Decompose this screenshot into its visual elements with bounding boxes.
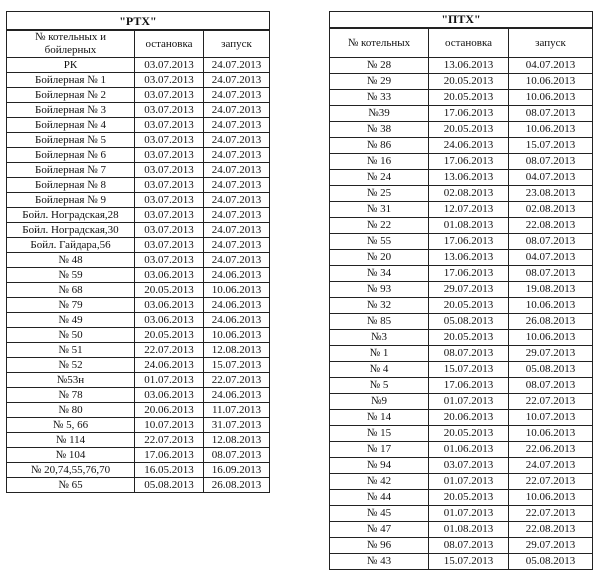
cell-start-date: 19.08.2013: [509, 282, 593, 298]
cell-stop-date: 22.07.2013: [135, 343, 204, 358]
cell-start-date: 10.07.2013: [509, 410, 593, 426]
cell-stop-date: 13.06.2013: [429, 250, 509, 266]
table-row: [330, 58, 593, 74]
table-row: [7, 88, 270, 103]
cell-start-date: 10.06.2013: [509, 122, 593, 138]
cell-stop-date: 20.05.2013: [135, 328, 204, 343]
cell-boiler-number: №39: [330, 106, 429, 122]
cell-stop-date: 01.08.2013: [429, 522, 509, 538]
cell-boiler-number: № 24: [330, 170, 429, 186]
cell-stop-date: 03.06.2013: [135, 388, 204, 403]
cell-start-date: 23.08.2013: [509, 186, 593, 202]
table-row: [7, 73, 270, 88]
cell-stop-date: 03.07.2013: [135, 118, 204, 133]
cell-stop-date: 03.07.2013: [135, 238, 204, 253]
cell-boiler-number: № 51: [7, 343, 135, 358]
table-row: [330, 282, 593, 298]
cell-stop-date: 08.07.2013: [429, 538, 509, 554]
table-row: [7, 313, 270, 328]
cell-boiler-number: № 16: [330, 154, 429, 170]
table-row: [330, 362, 593, 378]
cell-start-date: 04.07.2013: [509, 170, 593, 186]
cell-boiler-number: № 38: [330, 122, 429, 138]
cell-stop-date: 01.08.2013: [429, 218, 509, 234]
cell-boiler-number: № 32: [330, 298, 429, 314]
table-row: [7, 223, 270, 238]
table-row: [330, 170, 593, 186]
cell-start-date: 24.07.2013: [204, 103, 270, 118]
table-row: [330, 314, 593, 330]
cell-start-date: 15.07.2013: [509, 138, 593, 154]
cell-start-date: 08.07.2013: [509, 378, 593, 394]
table-row: [330, 186, 593, 202]
cell-stop-date: 20.05.2013: [135, 283, 204, 298]
cell-boiler-number: № 96: [330, 538, 429, 554]
cell-stop-date: 03.07.2013: [135, 223, 204, 238]
cell-boiler-number: № 68: [7, 283, 135, 298]
cell-boiler-number: Бойлерная № 7: [7, 163, 135, 178]
cell-start-date: 12.08.2013: [204, 433, 270, 448]
table-row: [330, 522, 593, 538]
cell-boiler-number: № 22: [330, 218, 429, 234]
cell-start-date: 08.07.2013: [509, 106, 593, 122]
cell-boiler-number: № 29: [330, 74, 429, 90]
cell-stop-date: 03.07.2013: [135, 253, 204, 268]
cell-stop-date: 24.06.2013: [429, 138, 509, 154]
cell-start-date: 16.09.2013: [204, 463, 270, 478]
cell-start-date: 04.07.2013: [509, 58, 593, 74]
table-ptx: [329, 11, 593, 570]
cell-start-date: 24.07.2013: [204, 253, 270, 268]
cell-start-date: 10.06.2013: [509, 330, 593, 346]
table-row: [330, 218, 593, 234]
cell-boiler-number: №9: [330, 394, 429, 410]
cell-boiler-number: № 45: [330, 506, 429, 522]
cell-boiler-number: № 104: [7, 448, 135, 463]
cell-boiler-number: № 48: [7, 253, 135, 268]
cell-start-date: 22.07.2013: [509, 474, 593, 490]
table-row: [7, 283, 270, 298]
cell-start-date: 08.07.2013: [509, 234, 593, 250]
table-title-row: [330, 12, 593, 29]
cell-boiler-number: № 65: [7, 478, 135, 493]
cell-start-date: 24.07.2013: [204, 163, 270, 178]
table-row: [7, 418, 270, 433]
cell-stop-date: 20.06.2013: [429, 410, 509, 426]
table-row: [7, 358, 270, 373]
cell-stop-date: 13.06.2013: [429, 170, 509, 186]
table-row: [330, 202, 593, 218]
table-row: [330, 506, 593, 522]
cell-stop-date: 08.07.2013: [429, 346, 509, 362]
cell-boiler-number: № 114: [7, 433, 135, 448]
table-row: [330, 490, 593, 506]
table-row: [7, 388, 270, 403]
cell-boiler-number: № 49: [7, 313, 135, 328]
header-stop: остановка: [135, 30, 204, 58]
cell-stop-date: 03.07.2013: [135, 58, 204, 73]
table-row: [7, 178, 270, 193]
cell-boiler-number: Бойлерная № 3: [7, 103, 135, 118]
cell-start-date: 29.07.2013: [509, 346, 593, 362]
cell-boiler-number: № 25: [330, 186, 429, 202]
cell-stop-date: 24.06.2013: [135, 358, 204, 373]
cell-stop-date: 20.05.2013: [429, 490, 509, 506]
cell-boiler-number: № 20: [330, 250, 429, 266]
table-row: [7, 208, 270, 223]
table-row: [7, 328, 270, 343]
cell-boiler-number: Бойл. Ноградская,30: [7, 223, 135, 238]
table-row: [330, 538, 593, 554]
table-row: [330, 442, 593, 458]
cell-boiler-number: № 14: [330, 410, 429, 426]
cell-boiler-number: № 17: [330, 442, 429, 458]
table-row: [7, 343, 270, 358]
cell-boiler-number: Бойлерная № 2: [7, 88, 135, 103]
header-row: [330, 28, 593, 58]
cell-boiler-number: № 33: [330, 90, 429, 106]
cell-start-date: 08.07.2013: [509, 154, 593, 170]
cell-stop-date: 03.07.2013: [135, 73, 204, 88]
cell-start-date: 22.07.2013: [509, 394, 593, 410]
cell-stop-date: 05.08.2013: [135, 478, 204, 493]
cell-stop-date: 29.07.2013: [429, 282, 509, 298]
cell-boiler-number: Бойл. Гайдара,56: [7, 238, 135, 253]
cell-stop-date: 03.07.2013: [135, 193, 204, 208]
table-row: [330, 266, 593, 282]
cell-boiler-number: № 94: [330, 458, 429, 474]
table-row: [330, 234, 593, 250]
cell-boiler-number: № 44: [330, 490, 429, 506]
cell-start-date: 31.07.2013: [204, 418, 270, 433]
cell-boiler-number: № 4: [330, 362, 429, 378]
cell-start-date: 05.08.2013: [509, 362, 593, 378]
cell-stop-date: 15.07.2013: [429, 362, 509, 378]
table-row: [7, 403, 270, 418]
table-row: [330, 394, 593, 410]
cell-boiler-number: РК: [7, 58, 135, 73]
table-row: [7, 463, 270, 478]
cell-stop-date: 10.07.2013: [135, 418, 204, 433]
table-row: [7, 253, 270, 268]
table-title: "РТХ": [7, 12, 270, 31]
table-rtx: [6, 11, 270, 493]
table-row: [7, 118, 270, 133]
cell-stop-date: 03.07.2013: [135, 148, 204, 163]
header-boiler-number: № котельных и бойлерных: [7, 30, 135, 58]
cell-stop-date: 22.07.2013: [135, 433, 204, 448]
table-row: [330, 122, 593, 138]
cell-start-date: 22.07.2013: [509, 506, 593, 522]
table-row: [330, 346, 593, 362]
cell-start-date: 22.06.2013: [509, 442, 593, 458]
cell-start-date: 24.06.2013: [204, 388, 270, 403]
cell-start-date: 08.07.2013: [204, 448, 270, 463]
cell-stop-date: 20.05.2013: [429, 74, 509, 90]
cell-stop-date: 05.08.2013: [429, 314, 509, 330]
cell-start-date: 24.07.2013: [509, 458, 593, 474]
cell-boiler-number: № 47: [330, 522, 429, 538]
table-row: [7, 133, 270, 148]
cell-stop-date: 17.06.2013: [429, 154, 509, 170]
cell-boiler-number: Бойлерная № 9: [7, 193, 135, 208]
cell-start-date: 12.08.2013: [204, 343, 270, 358]
cell-boiler-number: Бойлерная № 6: [7, 148, 135, 163]
table-row: [330, 554, 593, 570]
table-row: [7, 268, 270, 283]
cell-stop-date: 20.05.2013: [429, 298, 509, 314]
table-row: [7, 433, 270, 448]
cell-stop-date: 12.07.2013: [429, 202, 509, 218]
cell-stop-date: 03.06.2013: [135, 268, 204, 283]
table-row: [330, 330, 593, 346]
cell-stop-date: 03.07.2013: [429, 458, 509, 474]
header-start: запуск: [204, 30, 270, 58]
cell-stop-date: 01.07.2013: [429, 506, 509, 522]
cell-stop-date: 01.06.2013: [429, 442, 509, 458]
cell-start-date: 24.07.2013: [204, 148, 270, 163]
table-row: [7, 478, 270, 493]
table-row: [7, 448, 270, 463]
cell-start-date: 24.07.2013: [204, 208, 270, 223]
cell-stop-date: 03.07.2013: [135, 88, 204, 103]
header-stop: остановка: [429, 28, 509, 58]
table-row: [330, 458, 593, 474]
cell-boiler-number: № 59: [7, 268, 135, 283]
cell-boiler-number: № 20,74,55,76,70: [7, 463, 135, 478]
cell-stop-date: 20.06.2013: [135, 403, 204, 418]
cell-stop-date: 01.07.2013: [429, 394, 509, 410]
cell-start-date: 10.06.2013: [204, 283, 270, 298]
cell-boiler-number: № 42: [330, 474, 429, 490]
cell-start-date: 24.07.2013: [204, 133, 270, 148]
cell-stop-date: 03.06.2013: [135, 313, 204, 328]
cell-stop-date: 20.05.2013: [429, 330, 509, 346]
cell-boiler-number: № 5, 66: [7, 418, 135, 433]
table-row: [330, 74, 593, 90]
cell-start-date: 10.06.2013: [509, 298, 593, 314]
cell-stop-date: 02.08.2013: [429, 186, 509, 202]
cell-start-date: 11.07.2013: [204, 403, 270, 418]
cell-boiler-number: Бойлерная № 8: [7, 178, 135, 193]
cell-boiler-number: Бойлерная № 5: [7, 133, 135, 148]
cell-start-date: 24.07.2013: [204, 223, 270, 238]
cell-boiler-number: № 78: [7, 388, 135, 403]
table-row: [330, 90, 593, 106]
cell-boiler-number: № 31: [330, 202, 429, 218]
cell-boiler-number: № 50: [7, 328, 135, 343]
header-start: запуск: [509, 28, 593, 58]
cell-start-date: 22.08.2013: [509, 522, 593, 538]
table-row: [330, 138, 593, 154]
cell-stop-date: 17.06.2013: [429, 266, 509, 282]
cell-boiler-number: № 80: [7, 403, 135, 418]
cell-start-date: 02.08.2013: [509, 202, 593, 218]
cell-start-date: 22.08.2013: [509, 218, 593, 234]
cell-stop-date: 17.06.2013: [429, 106, 509, 122]
cell-boiler-number: №3: [330, 330, 429, 346]
cell-start-date: 24.06.2013: [204, 268, 270, 283]
cell-start-date: 10.06.2013: [509, 426, 593, 442]
cell-boiler-number: № 15: [330, 426, 429, 442]
table-row: [7, 163, 270, 178]
table-row: [330, 154, 593, 170]
cell-start-date: 24.06.2013: [204, 313, 270, 328]
cell-stop-date: 03.07.2013: [135, 133, 204, 148]
cell-boiler-number: № 79: [7, 298, 135, 313]
cell-start-date: 24.07.2013: [204, 118, 270, 133]
cell-boiler-number: № 34: [330, 266, 429, 282]
cell-boiler-number: №53н: [7, 373, 135, 388]
cell-start-date: 24.07.2013: [204, 58, 270, 73]
cell-start-date: 10.06.2013: [509, 90, 593, 106]
cell-stop-date: 01.07.2013: [429, 474, 509, 490]
cell-stop-date: 03.07.2013: [135, 178, 204, 193]
cell-stop-date: 17.06.2013: [429, 378, 509, 394]
cell-stop-date: 17.06.2013: [135, 448, 204, 463]
cell-stop-date: 03.06.2013: [135, 298, 204, 313]
cell-stop-date: 20.05.2013: [429, 426, 509, 442]
header-row: [7, 30, 270, 58]
table-title-row: [7, 12, 270, 31]
cell-start-date: 26.08.2013: [509, 314, 593, 330]
cell-start-date: 24.07.2013: [204, 88, 270, 103]
table-row: [330, 298, 593, 314]
header-boiler-number: № котельных: [330, 28, 429, 58]
table-row: [7, 373, 270, 388]
cell-start-date: 10.06.2013: [509, 490, 593, 506]
table-row: [330, 250, 593, 266]
cell-stop-date: 17.06.2013: [429, 234, 509, 250]
cell-boiler-number: № 86: [330, 138, 429, 154]
cell-boiler-number: № 55: [330, 234, 429, 250]
table-row: [7, 103, 270, 118]
cell-start-date: 05.08.2013: [509, 554, 593, 570]
table-row: [330, 474, 593, 490]
table-row: [330, 410, 593, 426]
table-row: [330, 106, 593, 122]
cell-start-date: 24.07.2013: [204, 178, 270, 193]
table-row: [7, 238, 270, 253]
table-title: "ПТХ": [330, 12, 593, 29]
cell-stop-date: 01.07.2013: [135, 373, 204, 388]
cell-start-date: 24.06.2013: [204, 298, 270, 313]
cell-boiler-number: № 85: [330, 314, 429, 330]
cell-stop-date: 20.05.2013: [429, 122, 509, 138]
table-row: [330, 426, 593, 442]
cell-boiler-number: № 93: [330, 282, 429, 298]
cell-stop-date: 16.05.2013: [135, 463, 204, 478]
cell-boiler-number: № 1: [330, 346, 429, 362]
cell-boiler-number: Бойлерная № 1: [7, 73, 135, 88]
cell-stop-date: 13.06.2013: [429, 58, 509, 74]
cell-boiler-number: Бойл. Ноградская,28: [7, 208, 135, 223]
table-row: [7, 58, 270, 73]
cell-stop-date: 03.07.2013: [135, 208, 204, 223]
cell-stop-date: 15.07.2013: [429, 554, 509, 570]
cell-start-date: 26.08.2013: [204, 478, 270, 493]
cell-stop-date: 03.07.2013: [135, 103, 204, 118]
cell-start-date: 08.07.2013: [509, 266, 593, 282]
table-row: [7, 148, 270, 163]
cell-start-date: 10.06.2013: [509, 74, 593, 90]
table-row: [330, 378, 593, 394]
cell-start-date: 04.07.2013: [509, 250, 593, 266]
cell-boiler-number: № 43: [330, 554, 429, 570]
cell-start-date: 24.07.2013: [204, 193, 270, 208]
cell-start-date: 22.07.2013: [204, 373, 270, 388]
table-row: [7, 298, 270, 313]
cell-boiler-number: Бойлерная № 4: [7, 118, 135, 133]
cell-start-date: 15.07.2013: [204, 358, 270, 373]
table-row: [7, 193, 270, 208]
cell-boiler-number: № 52: [7, 358, 135, 373]
cell-stop-date: 20.05.2013: [429, 90, 509, 106]
cell-start-date: 29.07.2013: [509, 538, 593, 554]
cell-start-date: 24.07.2013: [204, 73, 270, 88]
cell-start-date: 24.07.2013: [204, 238, 270, 253]
cell-boiler-number: № 5: [330, 378, 429, 394]
cell-start-date: 10.06.2013: [204, 328, 270, 343]
cell-boiler-number: № 28: [330, 58, 429, 74]
cell-stop-date: 03.07.2013: [135, 163, 204, 178]
